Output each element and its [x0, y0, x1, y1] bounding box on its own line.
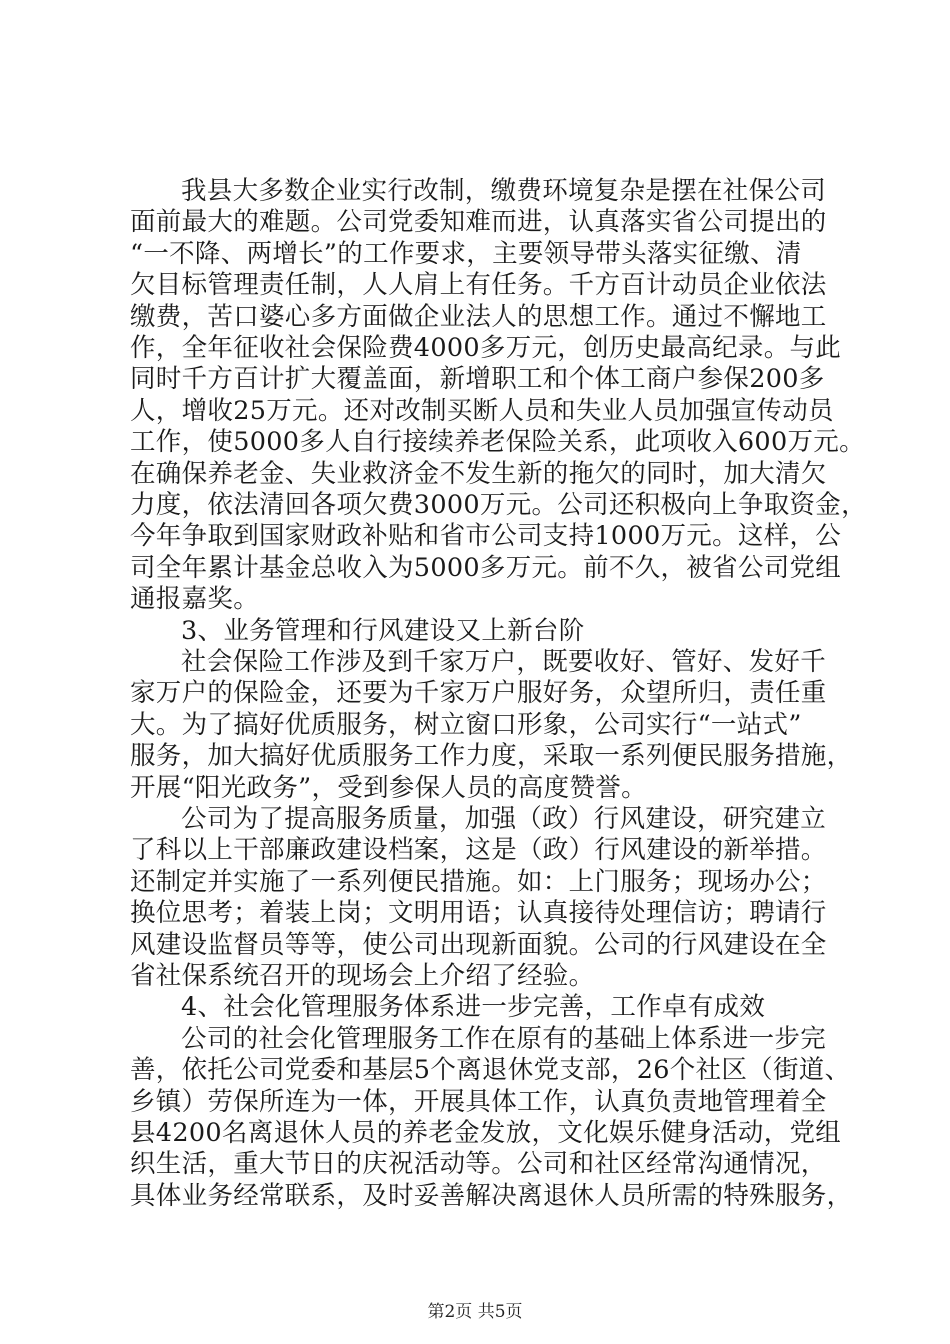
paragraph-line: 大。为了搞好优质服务，树立窗口形象，公司实行“一站式” [130, 709, 802, 740]
paragraph-line: 人，增收25万元。还对改制买断人员和失业人员加强宣传动员 [130, 395, 834, 426]
paragraph-line: 公司为了提高服务质量，加强（政）行风建设，研究建立 [181, 804, 827, 834]
paragraph-line: 工作，使5000多人自行接续养老保险关系，此项收入600万元。 [130, 427, 865, 458]
paragraph-line: 织生活，重大节日的庆祝活动等。公司和社区经常沟通情况， [130, 1149, 827, 1180]
paragraph-line: 了科以上干部廉政建设档案，这是（政）行风建设的新举措。 [130, 835, 827, 866]
paragraph-line: 开展“阳光政务”，受到参保人员的高度赞誉。 [130, 772, 647, 803]
page-footer: 第2页 共5页 [427, 1302, 523, 1322]
paragraph-line: 在确保养老金、失业救济金不发生新的拖欠的同时，加大清欠 [130, 458, 827, 489]
section-heading-3: 3、业务管理和行风建设又上新台阶 [181, 615, 585, 646]
paragraph-line: 家万户的保险金，还要为千家万户服好务，众望所归，责任重 [130, 678, 827, 709]
paragraph-line: 力度，依法清回各项欠费3000万元。公司还积极向上争取资金， [130, 490, 867, 520]
paragraph-line: 公司的社会化管理服务工作在原有的基础上体系进一步完 [181, 1023, 827, 1054]
paragraph-line: 社会保险工作涉及到千家万户，既要收好、管好、发好千 [181, 647, 827, 677]
paragraph-line: 通报嘉奖。 [130, 584, 260, 615]
paragraph-line: 作，全年征收社会保险费4000多万元，创历史最高纪录。与此 [130, 333, 842, 363]
paragraph-line: “一不降、两增长”的工作要求，主要领导带头落实征缴、清 [130, 238, 802, 269]
paragraph-line: 欠目标管理责任制，人人肩上有任务。千方百计动员企业依法 [130, 270, 827, 301]
paragraph-line: 换位思考；着装上岗；文明用语；认真接待处理信访；聘请行 [130, 898, 827, 929]
paragraph-line: 服务，加大搞好优质服务工作力度，采取一系列便民服务措施， [130, 741, 853, 772]
paragraph-line: 省社保系统召开的现场会上介绍了经验。 [130, 961, 595, 991]
paragraph-line: 同时千方百计扩大覆盖面，新增职工和个体工商户参保200多 [130, 364, 825, 395]
section-heading-4: 4、社会化管理服务体系进一步完善，工作卓有成效 [181, 992, 766, 1023]
paragraph-line: 乡镇）劳保所连为一体，开展具体工作，认真负责地管理着全 [130, 1086, 827, 1117]
paragraph-line: 面前最大的难题。公司党委知难而进，认真落实省公司提出的 [130, 207, 827, 238]
paragraph-line: 县4200名离退休人员的养老金发放，文化娱乐健身活动，党组 [130, 1118, 842, 1148]
paragraph-line: 今年争取到国家财政补贴和省市公司支持1000万元。这样，公 [130, 521, 842, 552]
paragraph-line: 风建设监督员等等，使公司出现新面貌。公司的行风建设在全 [130, 929, 827, 960]
paragraph-line: 具体业务经常联系，及时妥善解决离退休人员所需的特殊服务， [130, 1180, 853, 1211]
paragraph-line: 善，依托公司党委和基层5个离退休党支部，26个社区（街道、 [130, 1055, 851, 1086]
paragraph-line: 司全年累计基金总收入为5000多万元。前不久，被省公司党组 [130, 552, 842, 583]
paragraph-line: 我县大多数企业实行改制，缴费环境复杂是摆在社保公司 [181, 176, 827, 206]
paragraph-line: 还制定并实施了一系列便民措施。如：上门服务；现场办公； [130, 866, 827, 897]
paragraph-line: 缴费，苦口婆心多方面做企业法人的思想工作。通过不懈地工 [130, 301, 827, 332]
